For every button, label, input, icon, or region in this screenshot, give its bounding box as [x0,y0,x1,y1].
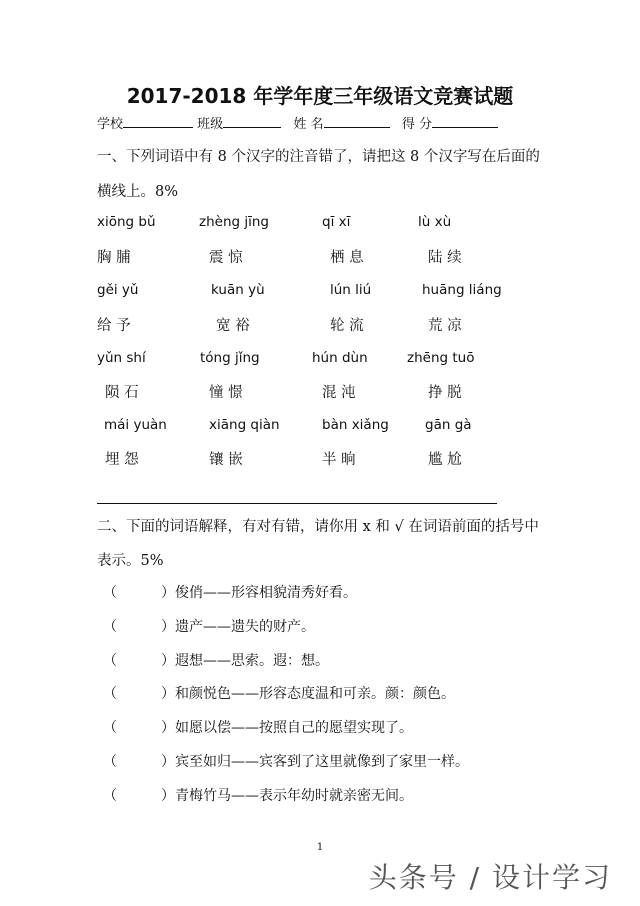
hanzi-cell: 挣 脱 [428,385,462,401]
hanzi-cell: 荒 凉 [428,318,462,334]
answer-paren-open[interactable]: （ [103,754,117,770]
hanzi-cell: 埋 怨 [105,452,139,468]
pinyin-cell: lún liú [330,282,372,298]
item-text: 遗产——遗失的财产。 [175,619,315,635]
class-blank [223,115,281,128]
list-item [103,650,329,670]
answer-paren-close: ） [161,788,175,804]
section2-heading-line1: 二、下面的词语解释，有对有错，请你用 x 和 √ 在词语前面的括号中 [97,519,539,535]
pinyin-cell: xiāng qiàn [209,417,280,433]
hanzi-cell: 胸 脯 [97,250,131,266]
pinyin-cell: xiōng bǔ [97,214,156,230]
pinyin-cell: huāng liáng [422,282,502,298]
item-text: 青梅竹马——表示年幼时就亲密无间。 [175,788,413,804]
answer-paren-open[interactable]: （ [103,720,117,736]
answer-paren-open[interactable]: （ [103,653,117,669]
name-blank [324,115,390,128]
score-label: 得 分 [401,117,433,132]
hanzi-cell: 宽 裕 [216,318,250,334]
item-text: 遐想——思索。遐：想。 [175,653,329,669]
answer-paren-close: ） [161,619,175,635]
watermark: 头条号 / 设计学习 [368,861,612,894]
item-text: 如愿以偿——按照自己的愿望实现了。 [175,720,413,736]
list-item [103,751,469,771]
hanzi-cell: 混 沌 [322,385,356,401]
pinyin-cell: gěi yǔ [97,282,139,298]
score-blank [432,115,498,128]
list-item [103,785,413,805]
pinyin-cell: yǔn shí [97,350,146,366]
hanzi-cell: 栖 息 [330,250,364,266]
answer-paren-open[interactable]: （ [103,788,117,804]
pinyin-cell: kuān yù [211,282,265,298]
answer-paren-open[interactable]: （ [103,619,117,635]
page-title: 2017-2018 年学年度三年级语文竞赛试题 [126,84,514,108]
answer-paren-close: ） [161,754,175,770]
list-item [103,616,315,636]
info-line [97,113,498,132]
section1-heading-line2: 横线上。8% [97,184,179,200]
hanzi-cell: 憧 憬 [209,385,243,401]
page-number: 1 [316,842,324,853]
item-text: 俊俏——形容相貌清秀好看。 [175,585,357,601]
hanzi-cell: 陨 石 [105,385,139,401]
pinyin-cell: mái yuàn [104,417,167,433]
pinyin-cell: hún dùn [312,350,368,366]
pinyin-cell: bàn xiǎng [322,417,389,433]
hanzi-cell: 镶 嵌 [209,452,243,468]
list-item [103,683,455,703]
item-text: 宾至如归——宾客到了这里就像到了家里一样。 [175,754,469,770]
school-label: 学校 [97,117,124,132]
hanzi-cell: 尴 尬 [428,452,462,468]
section1-heading-line1: 一、下列词语中有 8 个汉字的注音错了，请把这 8 个汉字写在后面的 [97,149,540,165]
pinyin-cell: tóng jǐng [200,350,260,366]
hanzi-cell: 半 晌 [322,452,356,468]
pinyin-cell: zhèng jīng [199,214,269,230]
section2-heading-line2: 表示。5% [97,553,164,569]
answer-paren-close: ） [161,653,175,669]
pinyin-cell: qī xī [322,214,351,230]
hanzi-cell: 陆 续 [428,250,462,266]
hanzi-cell: 给 予 [97,318,131,334]
pinyin-cell: lù xù [418,214,452,230]
school-blank [123,115,193,128]
answer-paren-open[interactable]: （ [103,585,117,601]
hanzi-cell: 震 惊 [209,250,243,266]
class-label: 班级 [197,117,224,132]
item-text: 和颜悦色——形容态度温和可亲。颜：颜色。 [175,686,455,702]
name-label: 姓 名 [293,117,324,132]
answer-paren-open[interactable]: （ [103,686,117,702]
answer-paren-close: ） [161,686,175,702]
hanzi-cell: 轮 流 [330,318,364,334]
list-item [103,582,357,602]
list-item [103,717,413,737]
pinyin-cell: zhēng tuō [407,350,475,366]
answer-line[interactable] [97,503,497,504]
answer-paren-close: ） [161,720,175,736]
pinyin-cell: gān gà [425,417,472,433]
answer-paren-close: ） [161,585,175,601]
